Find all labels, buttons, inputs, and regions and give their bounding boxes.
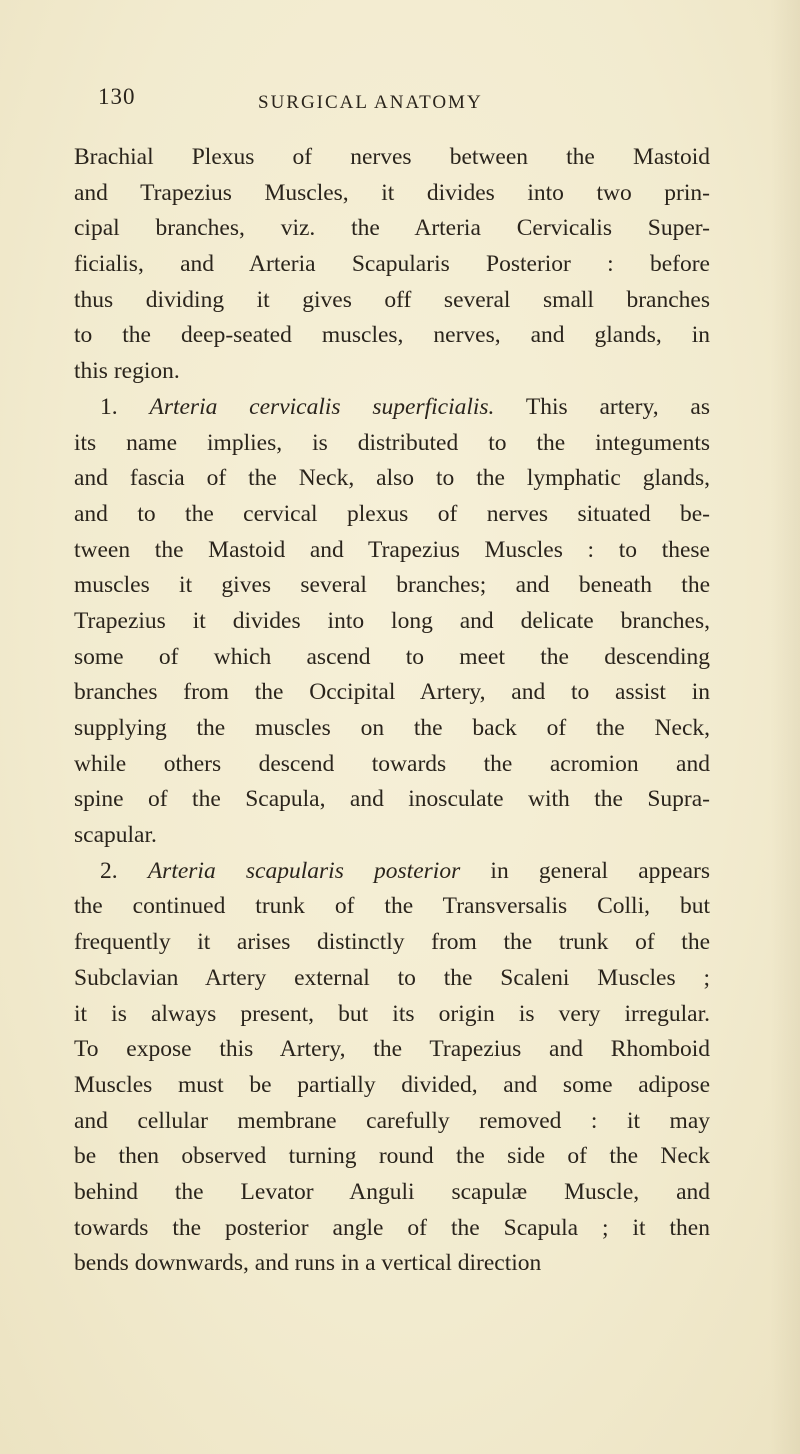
running-title: SURGICAL ANATOMY bbox=[258, 92, 483, 113]
text-line: Trapezius it divides into long and delicate branches, bbox=[74, 607, 710, 634]
text-line: and Trapezius Muscles, it divides into two prin- bbox=[74, 179, 710, 206]
text-line: and to the cervical plexus of nerves situated be- bbox=[74, 500, 710, 527]
body-text bbox=[74, 140, 710, 1282]
item-number: 2. bbox=[100, 857, 148, 884]
text-line: and fascia of the Neck, also to the lymphatic glands, bbox=[74, 465, 710, 492]
paragraph-start-line bbox=[74, 390, 710, 426]
text-line: it is always present, but its origin is very irregular. bbox=[74, 1000, 710, 1027]
italic-heading: Arteria scapularis posterior bbox=[147, 857, 461, 884]
text-line: while others descend towards the acromion and bbox=[74, 750, 710, 777]
text-line: bends downwards, and runs in a vertical direction bbox=[74, 1250, 542, 1277]
text-line: branches from the Occipital Artery, and to assist in bbox=[74, 679, 710, 706]
line-rest: in general appears bbox=[460, 857, 711, 884]
text-line: spine of the Scapula, and inosculate with the Supra- bbox=[74, 786, 710, 813]
paragraph-start-line bbox=[74, 854, 710, 890]
text-line: Subclavian Artery external to the Scaleni Muscles ; bbox=[74, 964, 710, 991]
text-line: Brachial Plexus of nerves between the Mastoid bbox=[74, 144, 710, 170]
text-line: tween the Mastoid and Trapezius Muscles : to these bbox=[74, 536, 710, 563]
text-line: the continued trunk of the Transversalis Colli, but bbox=[74, 893, 710, 920]
text-line: supplying the muscles on the back of the Neck, bbox=[74, 715, 710, 741]
text-line: frequently it arises distinctly from the trunk of the bbox=[74, 929, 710, 956]
text-line: scapular. bbox=[74, 822, 157, 849]
text-line: some of which ascend to meet the descending bbox=[74, 643, 710, 670]
line-rest: This artery, as bbox=[494, 393, 711, 420]
text-line: behind the Levator Anguli scapulæ Muscle, and bbox=[74, 1178, 710, 1205]
text-line: its name implies, is distributed to the integuments bbox=[74, 429, 710, 456]
text-line: ficialis, and Arteria Scapularis Posterior : before bbox=[74, 251, 710, 278]
text-line: Muscles must be partially divided, and some adipose bbox=[74, 1071, 710, 1098]
text-line: and cellular membrane carefully removed : it may bbox=[74, 1107, 710, 1134]
page-number: 130 bbox=[98, 84, 136, 109]
page-edge-shadow bbox=[770, 0, 800, 1454]
text-line: thus dividing it gives off several small branches bbox=[74, 286, 710, 313]
text-line: To expose this Artery, the Trapezius and Rhomboid bbox=[74, 1036, 710, 1063]
item-number: 1. bbox=[100, 393, 150, 420]
italic-heading: Arteria cervicalis superficialis. bbox=[149, 393, 495, 420]
text-line: be then observed turning round the side of the Neck bbox=[74, 1143, 710, 1170]
text-line: towards the posterior angle of the Scapula ; it then bbox=[74, 1214, 710, 1241]
text-line: to the deep-seated muscles, nerves, and glands, in bbox=[74, 322, 710, 349]
text-line: muscles it gives several branches; and beneath the bbox=[74, 572, 710, 599]
text-line: cipal branches, viz. the Arteria Cervicalis Super- bbox=[74, 215, 710, 242]
text-line: this region. bbox=[74, 358, 180, 385]
